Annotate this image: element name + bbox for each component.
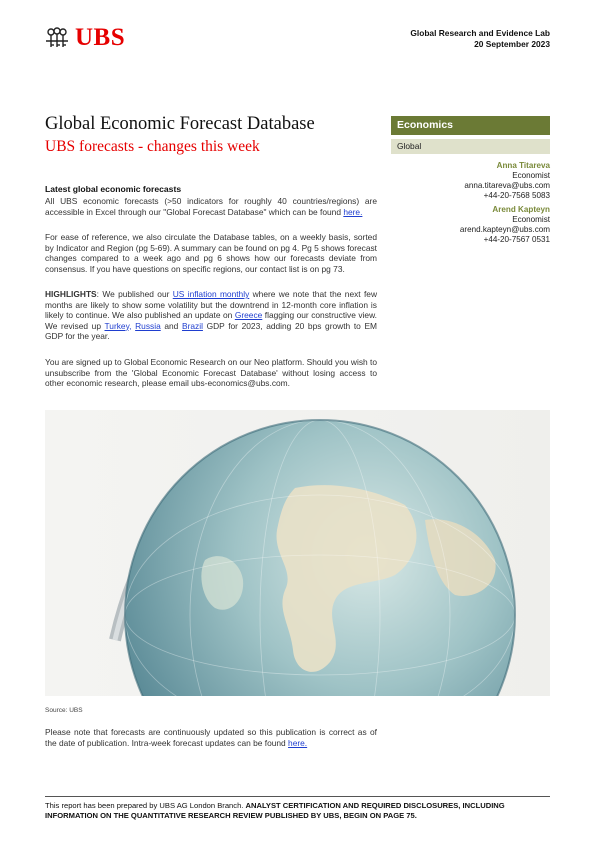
greece-link[interactable]: Greece	[234, 310, 263, 320]
footer-disclosure: ANALYST CERTIFICATION AND REQUIRED DISCLOSURES, INCLUDING INFORMATION ON THE QUANTITATIVE RESEARCH REVIEW PUBLISHED BY UBS, BEGIN ON PAGE 75.	[45, 801, 505, 820]
author-block	[460, 205, 550, 245]
image-source: Source: UBS	[45, 707, 83, 714]
author-name: Anna Titareva	[496, 161, 550, 170]
footer-disclaimer	[45, 801, 550, 821]
paragraph-unsubscribe: You are signed up to Global Economic Research on our Neo platform. Should you wish to unsubscribe from the 'Global Economic Forecast Database' without losing access to other economic research, please email ubs-economics@ubs.com.	[45, 357, 377, 388]
category-bar: Economics	[391, 116, 550, 135]
author-email[interactable]: arend.kapteyn@ubs.com	[459, 225, 550, 234]
brazil-link[interactable]: Brazil	[181, 320, 203, 331]
author-phone: +44-20-7567 0531	[483, 235, 550, 244]
footer-divider	[45, 796, 550, 797]
paragraph-text: : We published our	[96, 289, 173, 299]
author-role: Economist	[512, 171, 550, 180]
author-name: Arend Kapteyn	[492, 205, 550, 214]
paragraph-intro	[45, 196, 377, 217]
database-link[interactable]: here.	[343, 206, 363, 217]
footer-text: This report has been prepared by UBS AG London Branch.	[45, 801, 246, 810]
paragraph-highlights	[45, 289, 377, 342]
page-title: Global Economic Forecast Database	[45, 114, 315, 134]
brand-name: UBS	[75, 24, 126, 51]
region-bar: Global	[391, 139, 550, 154]
author-block	[464, 161, 550, 201]
header-info	[410, 28, 550, 49]
us-inflation-link[interactable]: US inflation monthly	[172, 289, 250, 299]
paragraph-text: and	[160, 320, 182, 331]
page-subtitle: UBS forecasts - changes this week	[45, 138, 260, 155]
author-phone: +44-20-7568 5083	[483, 191, 550, 200]
ubs-logo	[45, 24, 125, 52]
highlights-label: HIGHLIGHTS	[45, 289, 97, 299]
report-date: 20 September 2023	[474, 38, 550, 49]
author-role: Economist	[512, 215, 550, 224]
section-heading: Latest global economic forecasts	[45, 184, 182, 194]
paragraph-forecast-note	[45, 727, 377, 748]
turkey-link[interactable]: Turkey,	[104, 320, 132, 331]
author-email[interactable]: anna.titareva@ubs.com	[464, 181, 550, 190]
lab-name: Global Research and Evidence Lab	[410, 28, 550, 38]
paragraph-text: Please note that forecasts are continuously updated so this publication is correct as of the date of publication. Intra-week forecast updates can be found	[45, 727, 377, 748]
paragraph-text: All UBS economic forecasts (>50 indicators for roughly 40 countries/regions) are accessible in Excel through our "Global Forecast Database" which can be found	[45, 196, 377, 217]
globe-photo	[45, 410, 550, 696]
paragraph-text: flagging our constructive view. We revised up	[45, 310, 377, 331]
globe-illustration	[45, 410, 550, 696]
intra-week-link[interactable]: here.	[288, 737, 308, 748]
paragraph-text: where we note that the next few months are likely to show some volatility but the downtrend in 12-month core inflation is likely to continue. We also published an update on	[45, 289, 377, 320]
paragraph-reference: For ease of reference, we also circulate the Database tables, on a weekly basis, sorted by Indicator and Region (pg 5-69). A summary can be found on pg 4. Pg 5 shows forecast changes compared to a week ago and pg 6 shows how our forecasts deviate from consensus. If you have questions on specific regions, our contact list is on pg 73.	[45, 232, 377, 274]
russia-link[interactable]: Russia	[135, 320, 161, 331]
ubs-keys-icon	[45, 27, 69, 49]
paragraph-text: GDP for 2023, adding 20 bps growth to EM GDP for the year.	[45, 320, 378, 341]
